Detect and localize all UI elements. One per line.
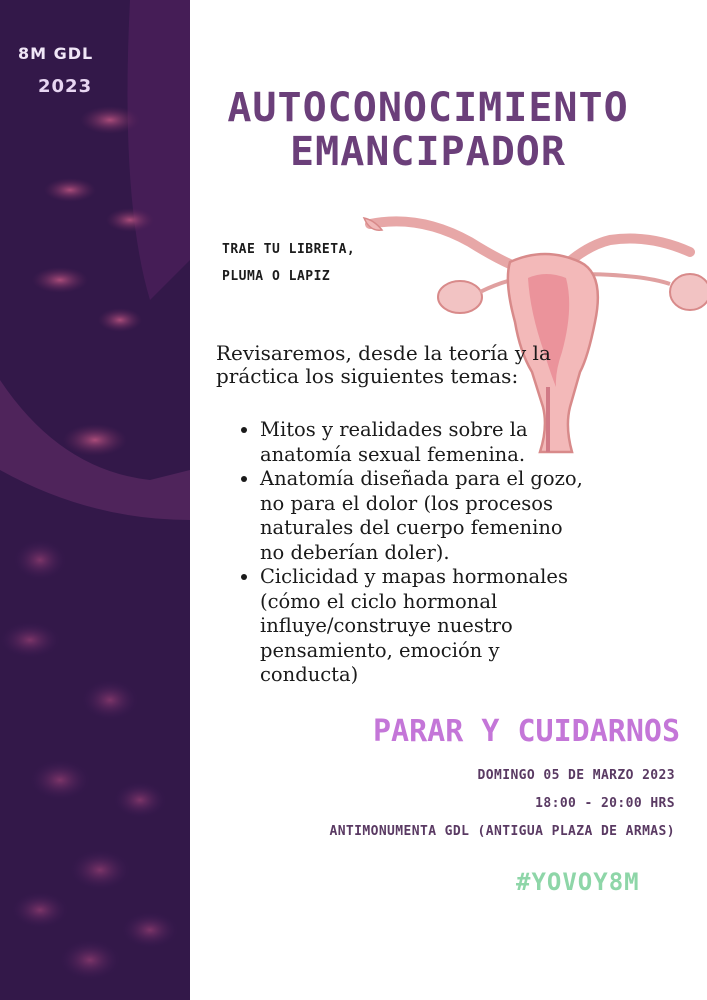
topic-line: naturales del cuerpo femenino — [260, 516, 563, 539]
texture-pattern — [0, 0, 190, 1000]
event-time: 18:00 - 20:00 HRS — [535, 796, 675, 811]
bring-line-2: PLUMA O LAPIZ — [222, 269, 331, 284]
event-date: DOMINGO 05 DE MARZO 2023 — [477, 768, 675, 783]
event-tag: 8M GDL — [18, 44, 94, 63]
hashtag: #YOVOY8M — [516, 868, 640, 896]
topic-line: (cómo el ciclo hormonal — [260, 589, 498, 613]
event-place: ANTIMONUMENTA GDL (ANTIGUA PLAZA DE ARMAS) — [329, 824, 675, 839]
bring-note — [222, 236, 355, 290]
title-line-1: AUTOCONOCIMIENTO — [227, 85, 629, 131]
topic-line: anatomía sexual femenina. — [260, 442, 526, 466]
intro-text — [216, 342, 616, 388]
page-title — [218, 86, 638, 174]
event-year: 2023 — [38, 76, 93, 97]
topic-line: influye/construye nuestro — [260, 614, 513, 637]
list-item — [260, 418, 640, 467]
intro-line-2: práctica los siguientes temas: — [216, 364, 519, 388]
topic-line: pensamiento, emoción y — [260, 638, 500, 662]
topic-line: conducta) — [260, 663, 359, 686]
topic-line: no para el dolor (los procesos — [260, 491, 553, 515]
intro-line-1: Revisaremos, desde la teoría y la — [216, 341, 551, 365]
title-line-2: EMANCIPADOR — [290, 129, 566, 175]
topic-line: • Mitos y realidades sobre la — [260, 418, 528, 441]
topic-line: • Ciclicidad y mapas hormonales — [260, 565, 568, 588]
sidebar-photo — [0, 0, 190, 1000]
topic-line: • Anatomía diseñada para el gozo, — [260, 467, 583, 490]
topic-line: no deberían doler). — [260, 540, 450, 564]
list-item — [260, 467, 640, 565]
bring-line-1: TRAE TU LIBRETA, — [222, 242, 356, 257]
list-item — [260, 565, 640, 688]
topics-list — [232, 418, 640, 688]
slogan: PARAR Y CUIDARNOS — [373, 714, 681, 749]
